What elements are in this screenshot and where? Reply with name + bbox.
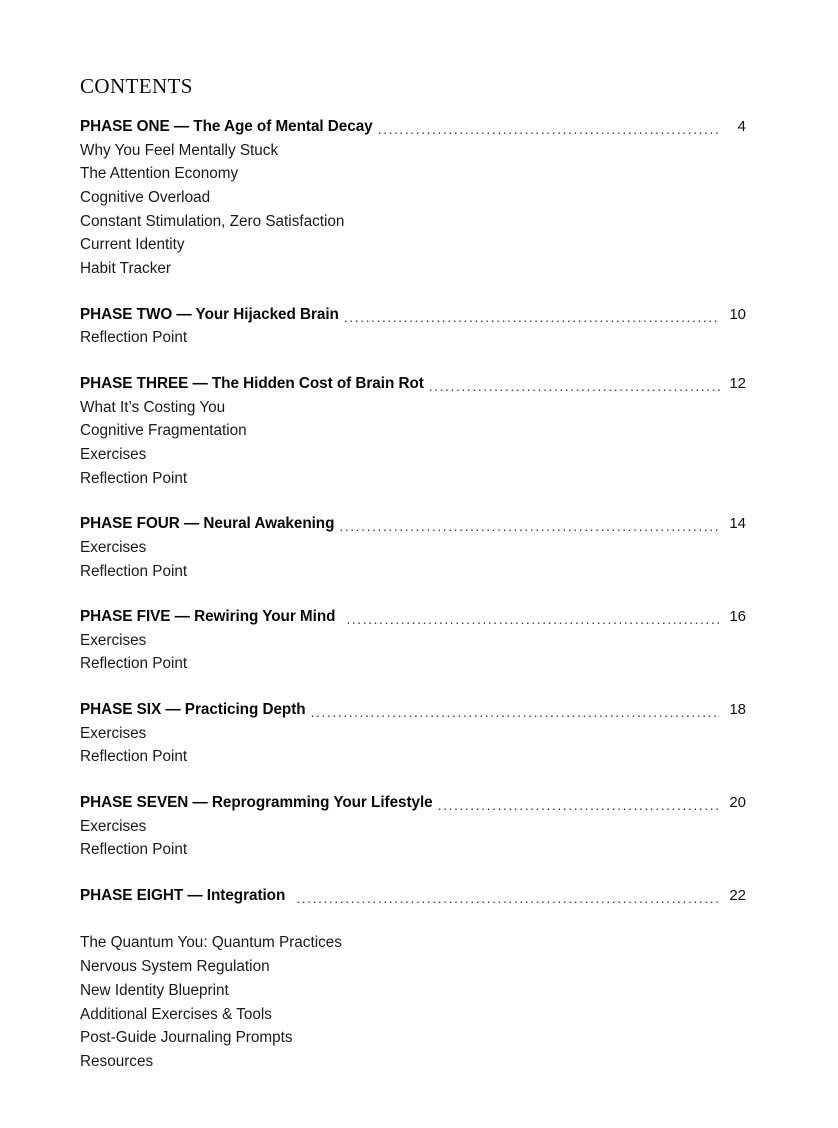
toc-entry[interactable] (80, 791, 746, 815)
page-title: CONTENTS (80, 74, 193, 98)
toc-subitem-list (80, 326, 746, 350)
toc-subitem[interactable]: The Attention Economy (80, 165, 239, 183)
toc-entry-title: PHASE THREE — The Hidden Cost of Brain Rot (80, 375, 424, 393)
toc-entry[interactable] (80, 698, 746, 722)
appendix-item[interactable]: Nervous System Regulation (80, 958, 270, 976)
toc-section (80, 698, 746, 769)
appendix-item[interactable]: Resources (80, 1052, 154, 1070)
toc-entry-page-number: 16 (729, 608, 746, 626)
toc-subitem[interactable]: Reflection Point (80, 655, 188, 673)
toc-subitem[interactable]: Cognitive Fragmentation (80, 422, 247, 440)
toc-section (80, 884, 746, 908)
toc-entry[interactable] (80, 884, 746, 908)
toc-subitem[interactable]: Reflection Point (80, 748, 188, 766)
toc-entry-page-number: 18 (729, 701, 746, 719)
toc-entry-page-number: 4 (737, 118, 746, 136)
toc-subitem[interactable]: Habit Tracker (80, 260, 171, 278)
appendix-spacer (80, 907, 746, 931)
toc-entry-title: PHASE ONE — The Age of Mental Decay (80, 118, 373, 136)
toc-subitem[interactable]: Cognitive Overload (80, 189, 211, 206)
toc-subitem[interactable]: What It’s Costing You (80, 398, 226, 416)
dot-leader (296, 893, 720, 907)
toc-entry-title: PHASE SEVEN — Reprogramming Your Lifestyle (80, 794, 433, 812)
appendix-item[interactable]: New Identity Blueprint (80, 981, 229, 999)
toc-entry-page-number: 14 (729, 515, 746, 533)
toc-subitem[interactable]: Exercises (80, 724, 147, 742)
toc-subitem[interactable]: Reflection Point (80, 329, 188, 347)
toc-entry[interactable] (80, 115, 746, 139)
toc-entry[interactable] (80, 605, 746, 629)
toc-entry-page-number: 22 (729, 886, 746, 904)
dot-leader (429, 382, 720, 396)
toc-subitem[interactable]: Current Identity (80, 236, 185, 254)
toc-section (80, 115, 746, 281)
toc-entry-title: PHASE FOUR — Neural Awakening (80, 515, 335, 533)
dot-leader (378, 125, 720, 139)
toc-subitem[interactable]: Constant Stimulation, Zero Satisfaction (80, 212, 345, 230)
toc-section (80, 303, 746, 350)
toc-entry-title: PHASE FIVE — Rewiring Your Mind (80, 608, 336, 626)
appendix-list (80, 931, 746, 1073)
toc-subitem[interactable]: Reflection Point (80, 562, 188, 580)
dot-leader (346, 615, 720, 629)
dot-leader (344, 312, 720, 326)
toc-entry-page-number: 12 (729, 375, 746, 393)
appendix-item[interactable]: Additional Exercises & Tools (80, 1005, 272, 1023)
toc-subitem[interactable]: Exercises (80, 817, 147, 835)
toc-subitem[interactable]: Reflection Point (80, 841, 188, 859)
toc-subitem-list (80, 815, 746, 862)
dot-leader (438, 801, 720, 815)
toc-entry-page-number: 20 (729, 794, 746, 812)
toc-subitem[interactable]: Exercises (80, 538, 147, 556)
toc-entry-title: PHASE TWO — Your Hijacked Brain (80, 305, 339, 323)
toc-section (80, 791, 746, 862)
appendix-item[interactable]: Post-Guide Journaling Prompts (80, 1029, 293, 1047)
dot-leader (311, 708, 720, 722)
toc-subitem-list (80, 629, 746, 676)
toc-subitem-list (80, 139, 746, 281)
toc-section (80, 605, 746, 676)
toc-entry[interactable] (80, 512, 746, 536)
toc-entry[interactable] (80, 303, 746, 327)
toc-section (80, 512, 746, 583)
toc-subitem-list (80, 536, 746, 583)
toc-entry-title: PHASE EIGHT — Integration (80, 886, 286, 904)
toc-subitem[interactable]: Why You Feel Mentally Stuck (80, 141, 279, 159)
toc-entry-title: PHASE SIX — Practicing Depth (80, 701, 306, 719)
toc-subitem-list (80, 722, 746, 769)
dot-leader (339, 522, 720, 536)
toc-subitem[interactable]: Reflection Point (80, 469, 188, 487)
toc-section (80, 372, 746, 490)
toc-section-list (80, 115, 746, 907)
toc-subitem[interactable]: Exercises (80, 445, 147, 463)
appendix-item[interactable]: The Quantum You: Quantum Practices (80, 934, 342, 952)
toc-entry[interactable] (80, 372, 746, 396)
toc-entry-page-number: 10 (729, 305, 746, 323)
toc-subitem[interactable]: Exercises (80, 631, 147, 649)
toc-subitem-list (80, 396, 746, 491)
